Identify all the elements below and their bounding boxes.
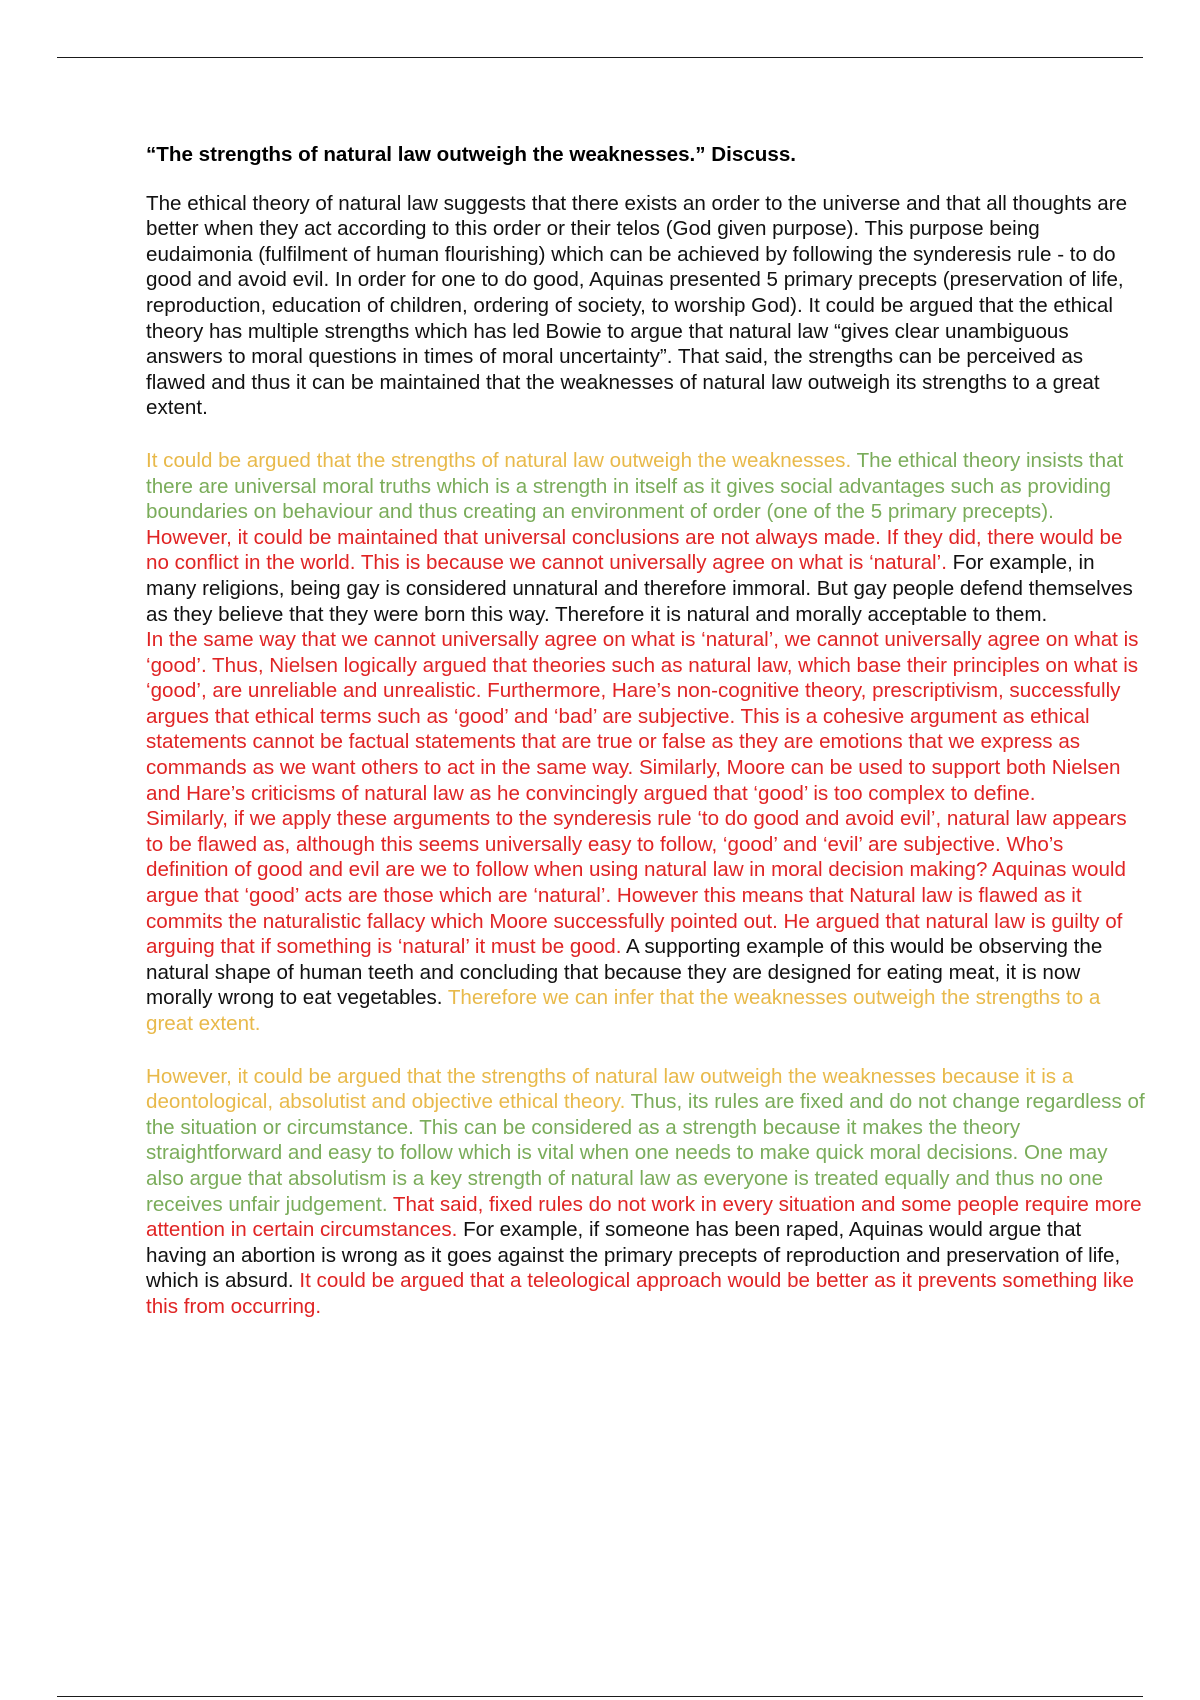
section-1-red-counter: However, it could be maintained that universal conclusions are not always made. If they did, there would be no conflict in the world. This is because we cannot universally agree on what is ‘natural’. bbox=[146, 525, 1123, 575]
intro-paragraph: The ethical theory of natural law suggests that there exists an order to the universe and that all thoughts are better when they act according to this order or their telos (God given purpose). This purpose being eudaimonia (fulfilment of human flourishing) which can be achieved by following the synderesis rule - to do good and avoid evil. In order for one to do good, Aquinas presented 5 primary precepts (preservation of life, reproduction, education of children, ordering of society, to worship God). It could be argued that the ethical theory has multiple strengths which has led Bowie to argue that natural law “gives clear unambiguous answers to moral questions in times of moral uncertainty”. That said, the strengths can be perceived as flawed and thus it can be maintained that the weaknesses of natural law outweigh its strengths to a great extent. bbox=[146, 191, 1128, 420]
section-1-good-paragraph: In the same way that we cannot universally agree on what is ‘natural’, we cannot universally agree on what is ‘good’. Thus, Nielsen logically argued that theories such as natural law, which base their principles on what is ‘good’, are unreliable and unrealistic. Furthermore, Hare’s non-cognitive theory, prescriptivism, successfully argues that ethical terms such as ‘good’ and ‘bad’ are subjective. This is a cohesive argument as ethical statements cannot be factual statements that are true or false as they are emotions that we express as commands as we want others to act in the same way. Similarly, Moore can be used to support both Nielsen and Hare’s criticisms of natural law as he convincingly argued that ‘good’ is too complex to define. bbox=[146, 628, 1139, 805]
section-1-yellow-open: It could be argued that the strengths of natural law outweigh the weaknesses. bbox=[146, 448, 852, 472]
top-rule bbox=[57, 57, 1143, 58]
section-1-green-point: The ethical theory insists that there are universal moral truths which is a strength in itself as it gives social advantages such as providing boundaries on behaviour and thus creating an environment of order (one of the 5 primary precepts). bbox=[146, 448, 1124, 524]
essay-title: “The strengths of natural law outweigh the weaknesses.” Discuss. bbox=[146, 143, 797, 166]
section-1-yellow-close: Therefore we can infer that the weaknesses outweigh the strengths to a great extent. bbox=[146, 986, 1101, 1035]
section-1-counter-paragraph bbox=[146, 525, 1146, 627]
paragraph-gap bbox=[146, 421, 1146, 448]
bottom-rule bbox=[57, 1696, 1143, 1697]
section-2-green-point: Thus, its rules are fixed and do not change regardless of the situation or circumstance. This can be considered as a strength because it makes the theory straightforward and easy to follow which is vital when one needs to make quick moral decisions. One may also argue that absolutism is a key strength of natural law as everyone is treated equally and thus no one receives unfair judgement. bbox=[146, 1090, 1145, 1216]
essay-body bbox=[146, 142, 1146, 1320]
section-2-paragraph bbox=[146, 1064, 1146, 1320]
paragraph-gap bbox=[146, 1037, 1146, 1064]
section-1-paragraph bbox=[146, 448, 1146, 525]
section-2-red-counter: That said, fixed rules do not work in every situation and some people require more attention in certain circumstances. bbox=[146, 1192, 1142, 1242]
section-1-black-example: For example, in many religions, being gay is considered unnatural and therefore immoral. But gay people defend themselves as they believe that they were born this way. Therefore it is natural and morally acceptable to them. bbox=[146, 551, 1133, 626]
section-1-black-teeth: A supporting example of this would be observing the natural shape of human teeth and concluding that because they are designed for eating meat, it is now morally wrong to eat vegetables. bbox=[146, 935, 1103, 1010]
section-1-synderesis-paragraph bbox=[146, 806, 1146, 1036]
section-2-yellow-open: However, it could be argued that the strengths of natural law outweigh the weaknesses because it is a deontological, absolutist and objective ethical theory. bbox=[146, 1064, 1074, 1114]
section-2-red-close: It could be argued that a teleological approach would be better as it prevents something like this from occurring. bbox=[146, 1269, 1134, 1318]
section-2-black-example: For example, if someone has been raped, Aquinas would argue that having an abortion is wrong as it goes against the primary precepts of reproduction and preservation of life, which is absurd. bbox=[146, 1218, 1121, 1293]
section-1-red-synderesis: Similarly, if we apply these arguments to the synderesis rule ‘to do good and avoid evil’, natural law appears to be flawed as, although this seems universally easy to follow, ‘good’ and ‘evil’ are subjective. Who’s definition of good and evil are we to follow when using natural law in moral decision making? Aquinas would argue that ‘good’ acts are those which are ‘natural’. However this means that Natural law is flawed as it commits the naturalistic fallacy which Moore successfully pointed out. He argued that natural law is guilty of arguing that if something is ‘natural’ it must be good. bbox=[146, 807, 1127, 959]
